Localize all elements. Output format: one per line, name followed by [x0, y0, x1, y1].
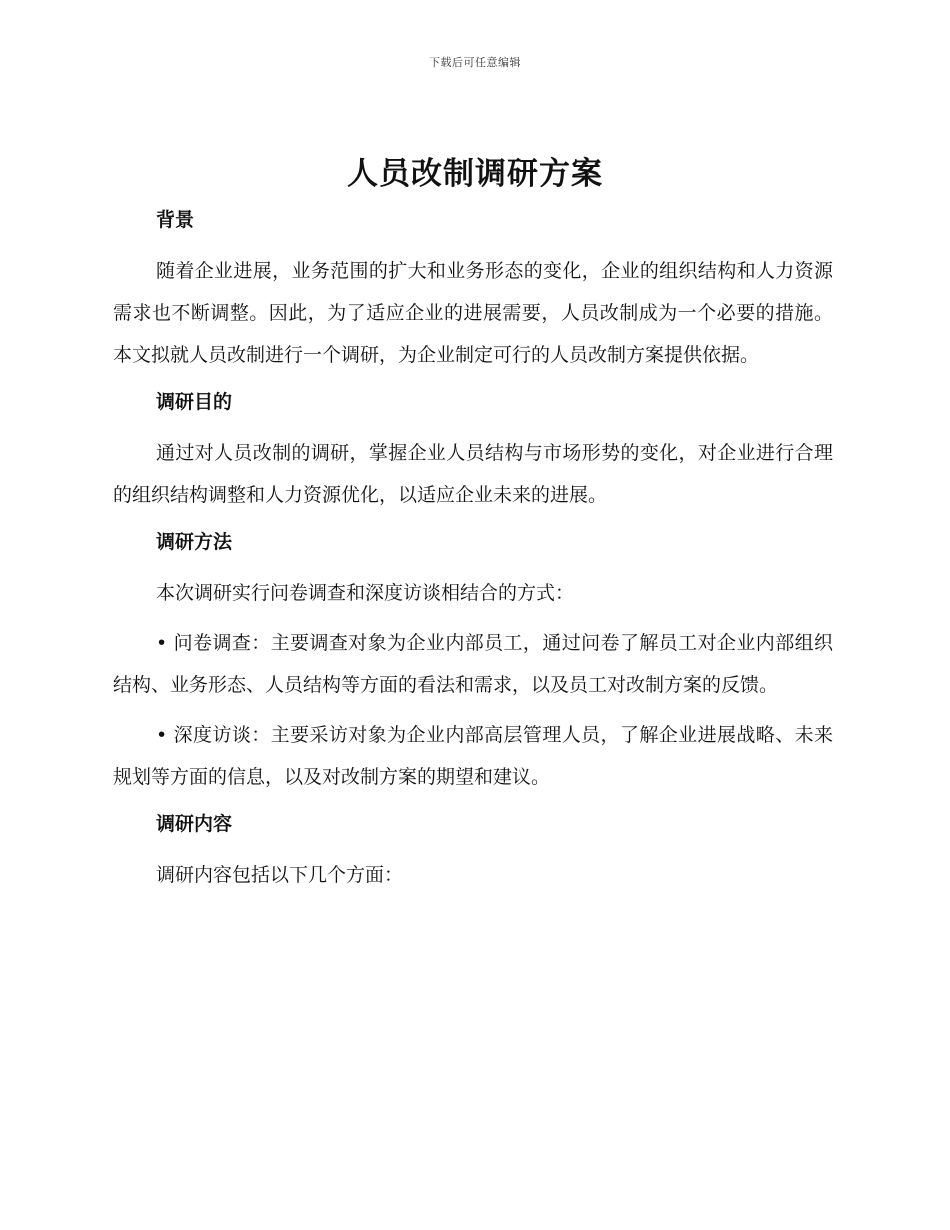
section-heading-background: 背景	[156, 209, 195, 231]
method-questionnaire-paragraph: • 问卷调查：主要调查对象为企业内部员工，通过问卷了解员工对企业内部组织结构、业务形态、人员结构等方面的看法和需求，以及员工对改制方案的反馈。	[113, 632, 833, 696]
section-heading-content: 调研内容	[156, 813, 233, 835]
section-heading-method: 调研方法	[156, 531, 233, 553]
section-heading-purpose: 调研目的	[156, 391, 233, 413]
header-note: 下载后可任意编辑	[429, 56, 521, 69]
document-body	[113, 202, 833, 896]
purpose-paragraph: 通过对人员改制的调研，掌握企业人员结构与市场形势的变化，对企业进行合理的组织结构调整和人力资源优化，以适应企业未来的进展。	[113, 442, 833, 506]
content-intro-paragraph: 调研内容包括以下几个方面：	[156, 864, 404, 886]
method-interview-paragraph: • 深度访谈：主要采访对象为企业内部高层管理人员，了解企业进展战略、未来规划等方面的信息，以及对改制方案的期望和建议。	[113, 724, 833, 788]
background-paragraph: 随着企业进展，业务范围的扩大和业务形态的变化，企业的组织结构和人力资源需求也不断调整。因此，为了适应企业的进展需要，人员改制成为一个必要的措施。本文拟就人员改制进行一个调研，为企业制定可行的人员改制方案提供依据。	[113, 260, 833, 366]
method-intro-paragraph: 本次调研实行问卷调查和深度访谈相结合的方式：	[156, 582, 575, 604]
document-title: 人员改制调研方案	[347, 156, 603, 192]
